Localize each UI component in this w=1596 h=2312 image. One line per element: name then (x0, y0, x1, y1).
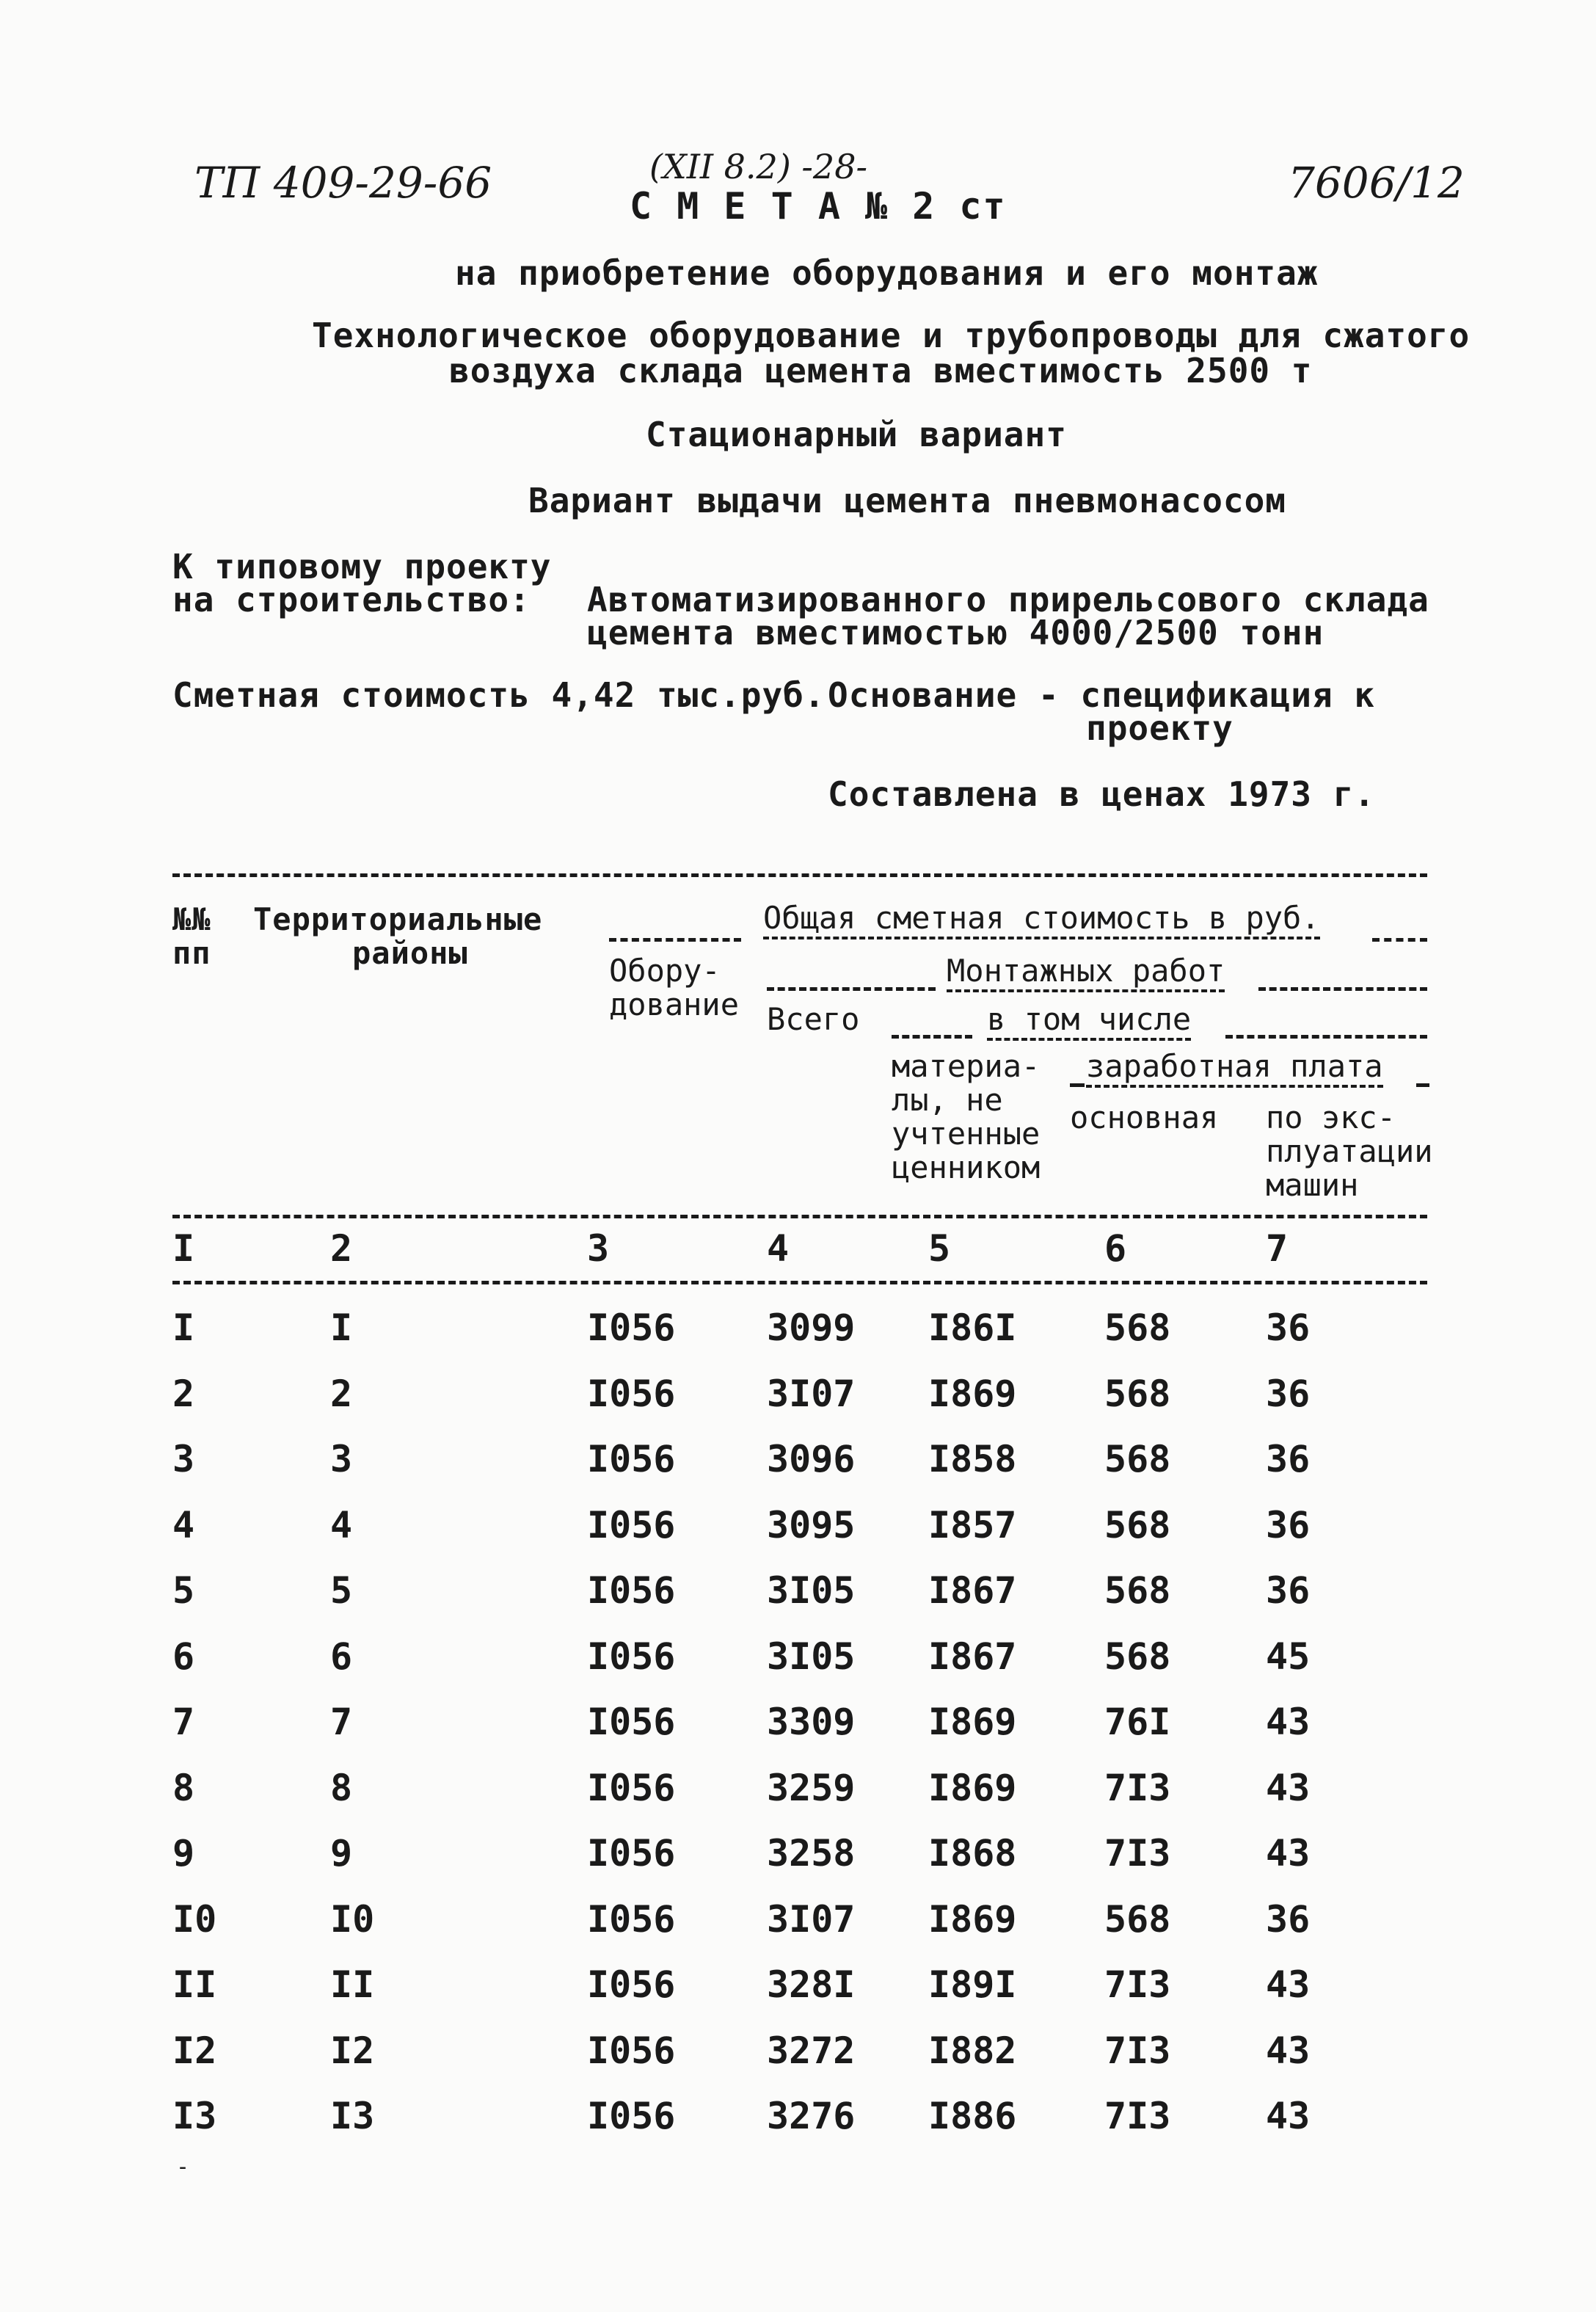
header-wages-machine-line3: машин (1266, 1167, 1359, 1203)
cell-equipment: I056 (587, 1569, 676, 1612)
cell-mounting-total: 3096 (767, 1438, 856, 1480)
cell-region: I0 (330, 1897, 375, 1941)
header-materials-line2: лы, не (892, 1082, 1003, 1118)
cell-region: 3 (330, 1438, 353, 1480)
cell-wages-basic: 568 (1104, 1569, 1171, 1612)
estimated-cost: Сметная стоимость 4,42 тыс.руб. (172, 675, 826, 715)
cell-equipment: I056 (587, 2029, 676, 2072)
cell-wages-machines: 36 (1266, 1372, 1311, 1415)
cell-wages-machines: 36 (1266, 1897, 1311, 1941)
header-dash-5 (892, 1035, 972, 1039)
cell-equipment: I056 (587, 1963, 676, 2006)
header-region-line1: Территориальные (253, 901, 543, 937)
cell-materials: I86I (928, 1306, 1017, 1349)
description-line2: воздуха склада цемента вместимость 2500 т (449, 351, 1313, 390)
cell-wages-basic: 7I3 (1104, 1832, 1171, 1875)
header-wages: заработная плата (1086, 1050, 1383, 1088)
cell-mounting-total: 3I05 (767, 1569, 856, 1612)
cell-wages-machines: 43 (1266, 1766, 1311, 1809)
project-value-line2: цемента вместимостью 4000/2500 тонн (587, 613, 1324, 652)
cell-materials: I882 (928, 2029, 1017, 2072)
table-row (0, 1306, 1596, 1373)
cell-wages-machines: 45 (1266, 1635, 1311, 1678)
cell-region: 2 (330, 1372, 353, 1415)
cell-region: I (330, 1306, 353, 1349)
header-including: в том числе (987, 1003, 1191, 1041)
header-equipment-line2: дование (609, 986, 740, 1022)
cell-wages-basic: 568 (1104, 1306, 1171, 1349)
cell-mounting-total: 3276 (767, 2095, 856, 2137)
table-row (0, 1504, 1596, 1570)
cell-mounting-total: 3I07 (767, 1372, 856, 1415)
cell-wages-machines: 36 (1266, 1438, 1311, 1480)
cell-materials: I869 (928, 1766, 1017, 1809)
cell-row-number: 6 (172, 1635, 195, 1678)
cell-row-number: 5 (172, 1569, 195, 1612)
colnum-5: 5 (928, 1227, 951, 1270)
cell-wages-basic: 568 (1104, 1372, 1171, 1415)
cell-equipment: I056 (587, 1438, 676, 1480)
cell-mounting-total: 3309 (767, 1701, 856, 1743)
header-bottom-rule (172, 1215, 1427, 1218)
cell-equipment: I056 (587, 1897, 676, 1941)
cell-equipment: I056 (587, 1306, 676, 1349)
header-materials-line1: материа- (892, 1048, 1041, 1084)
cell-wages-basic: 76I (1104, 1701, 1171, 1743)
table-row (0, 1963, 1596, 2029)
cell-materials: I868 (928, 1832, 1017, 1875)
cell-mounting-total: 3259 (767, 1766, 856, 1809)
cell-materials: I886 (928, 2095, 1017, 2137)
project-value-line1: Автоматизированного прирельсового склада (587, 580, 1429, 619)
row-tick: - (176, 2154, 190, 2180)
cell-wages-machines: 36 (1266, 1503, 1311, 1546)
cell-wages-machines: 36 (1266, 1306, 1311, 1349)
table-row (0, 1438, 1596, 1504)
cell-wages-machines: 36 (1266, 1569, 1311, 1612)
cell-wages-machines: 43 (1266, 1963, 1311, 2006)
cell-mounting-total: 3I07 (767, 1897, 856, 1941)
cell-row-number: I3 (172, 2095, 217, 2137)
colnum-7: 7 (1266, 1227, 1289, 1270)
basis-line1: Основание - спецификация к (828, 675, 1376, 715)
header-dash-7 (1070, 1083, 1085, 1087)
cell-wages-basic: 568 (1104, 1438, 1171, 1480)
cell-wages-basic: 7I3 (1104, 2029, 1171, 2072)
cell-materials: I867 (928, 1635, 1017, 1678)
cell-equipment: I056 (587, 1503, 676, 1546)
header-wages-basic: основная (1070, 1099, 1219, 1135)
table-row (0, 1569, 1596, 1635)
cell-wages-machines: 43 (1266, 1701, 1311, 1743)
column-numbers-row (0, 1227, 1596, 1293)
prices-note: Составлена в ценах 1973 г. (828, 774, 1376, 814)
cell-materials: I858 (928, 1438, 1017, 1480)
cell-row-number: 2 (172, 1372, 195, 1415)
cell-equipment: I056 (587, 1832, 676, 1875)
header-materials-line4: ценником (892, 1149, 1041, 1185)
table-top-rule (172, 873, 1427, 877)
document-code: ТП 409-29-66 (194, 158, 492, 208)
table-row (0, 1832, 1596, 1898)
cell-row-number: 7 (172, 1701, 195, 1743)
variant-title: Стационарный вариант (646, 415, 1067, 454)
cell-region: 8 (330, 1766, 353, 1809)
cell-region: 9 (330, 1832, 353, 1875)
page-title: С М Е Т А № 2 ст (630, 185, 1007, 228)
cell-wages-basic: 568 (1104, 1635, 1171, 1678)
subtitle: на приобретение оборудования и его монтаж (455, 253, 1319, 293)
header-total-cost: Общая сметная стоимость в руб. (763, 901, 1320, 939)
header-wages-machine-line1: по экс- (1266, 1099, 1396, 1135)
cell-wages-basic: 7I3 (1104, 1963, 1171, 2006)
cell-equipment: I056 (587, 1635, 676, 1678)
cell-mounting-total: 328I (767, 1963, 856, 2006)
header-materials-line3: учтенные (892, 1116, 1041, 1152)
table-row (0, 1373, 1596, 1439)
cell-materials: I869 (928, 1372, 1017, 1415)
sheet-code: (XII 8.2) -28- (649, 147, 868, 186)
header-mounting: Монтажных работ (947, 954, 1225, 992)
cell-equipment: I056 (587, 1372, 676, 1415)
cell-mounting-total: 3095 (767, 1503, 856, 1546)
cell-materials: I869 (928, 1701, 1017, 1743)
cell-region: II (330, 1963, 375, 2006)
header-dash-6 (1225, 1035, 1427, 1039)
cell-region: 5 (330, 1569, 353, 1612)
archive-number: 7606/12 (1288, 158, 1465, 208)
project-label-line2: на строительство: (172, 580, 531, 619)
header-dash-2 (1372, 938, 1427, 942)
colnum-2: 2 (330, 1227, 353, 1270)
header-dash-1 (609, 938, 741, 942)
cell-region: 4 (330, 1503, 353, 1546)
cell-materials: I869 (928, 1897, 1017, 1941)
cell-row-number: I2 (172, 2029, 217, 2072)
cell-row-number: 9 (172, 1832, 195, 1875)
project-label-line1: К типовому проекту (172, 547, 552, 586)
table-row (0, 1635, 1596, 1701)
header-dash-3 (767, 987, 936, 991)
cell-mounting-total: 3258 (767, 1832, 856, 1875)
cell-region: I2 (330, 2029, 375, 2072)
cell-row-number: II (172, 1963, 217, 2006)
table-row (0, 1701, 1596, 1767)
cell-wages-machines: 43 (1266, 1832, 1311, 1875)
basis-line2: проекту (1086, 708, 1234, 748)
cell-equipment: I056 (587, 2095, 676, 2137)
cell-region: 6 (330, 1635, 353, 1678)
header-num-line1: №№ (172, 901, 211, 937)
colnum-1: I (172, 1227, 195, 1270)
cell-materials: I867 (928, 1569, 1017, 1612)
variant-subtitle: Вариант выдачи цемента пневмонасосом (528, 481, 1286, 520)
cell-mounting-total: 3I05 (767, 1635, 856, 1678)
cell-wages-basic: 568 (1104, 1503, 1171, 1546)
description-line1: Технологическое оборудование и трубопроводы для сжатого (312, 316, 1471, 355)
cell-row-number: I0 (172, 1897, 217, 1941)
header-region-line2: районы (352, 935, 468, 971)
table-row (0, 2095, 1596, 2161)
cell-region: 7 (330, 1701, 353, 1743)
cell-mounting-total: 3099 (767, 1306, 856, 1349)
header-dash-4 (1258, 987, 1427, 991)
cell-mounting-total: 3272 (767, 2029, 856, 2072)
table-row (0, 1898, 1596, 1964)
table-row (0, 1767, 1596, 1833)
cell-equipment: I056 (587, 1766, 676, 1809)
cell-materials: I89I (928, 1963, 1017, 2006)
cell-equipment: I056 (587, 1701, 676, 1743)
header-total: Всего (767, 1001, 860, 1037)
cell-wages-basic: 7I3 (1104, 1766, 1171, 1809)
cell-region: I3 (330, 2095, 375, 2137)
colnum-6: 6 (1104, 1227, 1127, 1270)
colnum-3: 3 (587, 1227, 610, 1270)
header-equipment-line1: Обору- (609, 953, 721, 989)
cell-row-number: 4 (172, 1503, 195, 1546)
header-wages-machine-line2: плуатации (1266, 1133, 1433, 1169)
header-dash-8 (1416, 1083, 1429, 1087)
cell-wages-machines: 43 (1266, 2029, 1311, 2072)
cell-row-number: 8 (172, 1766, 195, 1809)
cell-row-number: 3 (172, 1438, 195, 1480)
cell-wages-machines: 43 (1266, 2095, 1311, 2137)
header-num-line2: пп (172, 935, 211, 971)
table-row (0, 2029, 1596, 2095)
cell-materials: I857 (928, 1503, 1017, 1546)
cell-wages-basic: 568 (1104, 1897, 1171, 1941)
cell-wages-basic: 7I3 (1104, 2095, 1171, 2137)
cell-row-number: I (172, 1306, 195, 1349)
colnum-4: 4 (767, 1227, 790, 1270)
